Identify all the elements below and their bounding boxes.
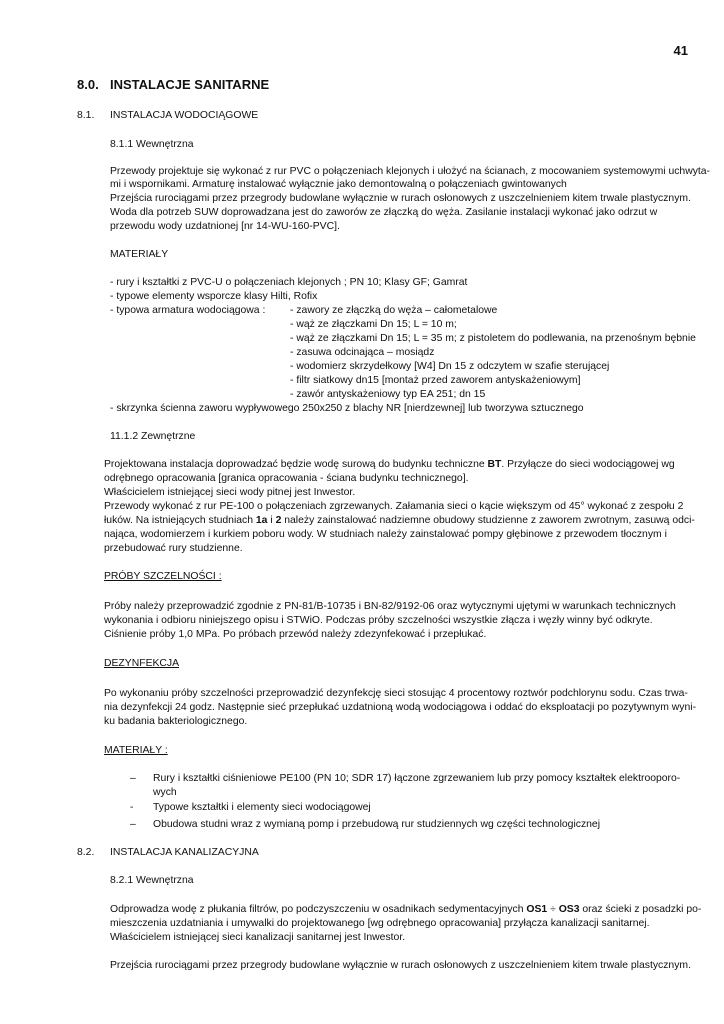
paragraph-line: wykonania i odbioru niniejszego opisu i STWiO. Podczas próby szczelności wszystkie złącza i węzły winny być odkryte. — [104, 615, 653, 626]
armatura-item: - zawór antyskażeniowy typ EA 251; dn 15 — [290, 389, 486, 400]
paragraph-line: mi i wspornikami. Armaturę instalować wyłącznie jako demontowalną o połączeniach gwintowanych — [110, 179, 567, 190]
text-run: należy zainstalować nadziemne obudowy studzienne z zaworem zwrotnym, zasuwą odci- — [281, 515, 695, 526]
material-line: - typowe elementy wsporcze klasy Hilti, Rofix — [110, 291, 318, 302]
dezynfekcja-label: DEZYNFEKCJA — [104, 658, 180, 669]
list-dash: – — [130, 819, 136, 830]
subsection-title: INSTALACJA WODOCIĄGOWE — [110, 110, 259, 121]
list-dash: - — [130, 802, 134, 813]
section-title: INSTALACJE SANITARNE — [110, 77, 270, 92]
bold-ref-bt: BT — [487, 459, 502, 470]
text-run: łuków. Na istniejących studniach — [104, 515, 256, 526]
paragraph-line: przebudować rury studzienne. — [104, 543, 243, 554]
text-run: ÷ — [547, 904, 559, 915]
armatura-item: - filtr siatkowy dn15 [montaż przed zaworem antyskażeniowym] — [290, 375, 581, 386]
paragraph-line: Przejścia rurociągami przez przegrody budowlane wyłącznie w rurach osłonowych z uszczelnieniem kitem trwale plastycznym. — [110, 193, 691, 204]
paragraph-line: ku badania bakteriologicznego. — [104, 716, 248, 727]
armatura-item: - wąż ze złączkami Dn 15; L = 10 m; — [290, 319, 457, 330]
paragraph-line — [104, 458, 675, 471]
armatura-item: - zawory ze złączką do węża – całometalowe — [290, 305, 498, 316]
material-line: - rury i kształtki z PVC-U o połączeniach klejonych ; PN 10; Klasy GF; Gamrat — [110, 277, 468, 288]
paragraph-line: nia dezynfekcji 24 godz. Następnie sieć przepłukać uzdatnioną wodą wodociągowa i oddać do eksploatacji po pozytywnym wyni- — [104, 702, 697, 713]
page-number: 41 — [673, 43, 688, 58]
paragraph-line: Przewody wykonać z rur PE-100 o połączeniach zgrzewanych. Załamania sieci o kącie większym od 45° wykonać z zespołu 2 — [104, 501, 684, 512]
bold-ref-os3: OS3 — [558, 904, 580, 915]
materialy-label: MATERIAŁY — [110, 249, 169, 260]
list-dash: – — [130, 773, 136, 784]
subsub-heading-wewnetrzna: 8.2.1 Wewnętrzna — [110, 875, 194, 886]
bold-ref-1a: 1a — [255, 515, 268, 526]
paragraph-line: Woda dla potrzeb SUW doprowadzana jest do zaworów ze złączką do węża. Zasilanie instalacji wykonać jako odrzut w — [110, 207, 658, 218]
list-item-line: Typowe kształtki i elementy sieci wodociągowej — [153, 802, 371, 813]
subsection-number: 8.2. — [77, 847, 95, 858]
paragraph-line: nająca, wodomierzem i kurkiem poboru wody. W studniach należy zainstalować pompy głębinowe z przewodem tłocznym i — [104, 529, 667, 540]
list-item-line: Obudowa studni wraz z wymianą pomp i przebudową rur studziennych wg części technologicznej — [153, 819, 601, 830]
bold-ref-2: 2 — [275, 515, 282, 526]
text-run: oraz ścieki z posadzki po- — [579, 904, 702, 915]
armatura-label: - typowa armatura wodociągowa : — [110, 305, 266, 316]
paragraph-line: Właścicielem istniejącej sieci kanalizacji sanitarnej jest Inwestor. — [110, 932, 406, 943]
paragraph-line: Po wykonaniu próby szczelności przeprowadzić dezynfekcję sieci stosując 4 procentowy roztwór podchlorynu sodu. Czas trwa- — [104, 688, 688, 699]
bold-ref-os1: OS1 — [526, 904, 548, 915]
armatura-item: - wodomierz skrzydełkowy [W4] Dn 15 z odczytem w szafie sterującej — [290, 361, 610, 372]
text-run: Projektowana instalacja doprowadzać będzie wodę surową do budynku techniczne — [104, 459, 488, 470]
text-run: Odprowadza wodę z płukania filtrów, po podczyszczeniu w osadnikach sedymentacyjnych — [110, 904, 527, 915]
materialy2-label: MATERIAŁY : — [104, 745, 168, 756]
subsection-title: INSTALACJA KANALIZACYJNA — [110, 847, 259, 858]
material-line: - skrzynka ścienna zaworu wypływowego 250x250 z blachy NR [nierdzewnej] lub tworzywa sztucznego — [110, 403, 584, 414]
paragraph-line: Przewody projektuje się wykonać z rur PVC o połączeniach klejonych i ułożyć na ścianach, z mocowaniem systemowymi uchwyta- — [110, 166, 711, 177]
armatura-item: - wąż ze złączkami Dn 15; L = 35 m; z pistoletem do podlewania, na przenośnym bębnie — [290, 333, 696, 344]
paragraph-line: Ciśnienie próby 1,0 MPa. Po próbach przewód należy zdezynfekować i przepłukać. — [104, 629, 487, 640]
subsection-number: 8.1. — [77, 110, 95, 121]
section-heading — [77, 78, 269, 91]
paragraph-line: Właścicielem istniejącej sieci wody pitnej jest Inwestor. — [104, 487, 356, 498]
list-item-line: wych — [153, 787, 177, 798]
subsub-heading-zewnetrzne: 11.1.2 Zewnętrzne — [110, 431, 196, 442]
paragraph-line — [110, 903, 701, 916]
list-item-line: Rury i kształtki ciśnieniowe PE100 (PN 10; SDR 17) łączone zgrzewaniem lub przy pomocy kształtek elektrooporo- — [153, 773, 681, 784]
paragraph-line: odrębnego opracowania [granica opracowania - ściana budynku technicznego]. — [104, 473, 469, 484]
text-run: . Przyłącze do sieci wodociągowej wg — [501, 459, 675, 470]
paragraph-line: mieszczenia uzdatniania i umywalki do projektowanego [wg odrębnego opracowania] przyłącza kanalizacji sanitarnej. — [110, 918, 650, 929]
text-run: i — [267, 515, 276, 526]
armatura-item: - zasuwa odcinająca – mosiądz — [290, 347, 435, 358]
paragraph-line: Próby należy przeprowadzić zgodnie z PN-81/B-10735 i BN-82/9192-06 oraz wytycznymi ujętymi w warunkach technicznych — [104, 601, 676, 612]
paragraph-line: przewodu wody uzdatnionej [nr 14-WU-160-PVC]. — [110, 221, 340, 232]
subsub-heading-wewnetrzna: 8.1.1 Wewnętrzna — [110, 139, 194, 150]
section-number: 8.0. — [77, 77, 99, 92]
paragraph-line: Przejścia rurociągami przez przegrody budowlane wyłącznie w rurach osłonowych z uszczelnieniem kitem trwale plastycznym. — [110, 960, 691, 971]
paragraph-line — [104, 514, 695, 527]
proby-label: PRÓBY SZCZELNOŚCI : — [104, 571, 222, 582]
